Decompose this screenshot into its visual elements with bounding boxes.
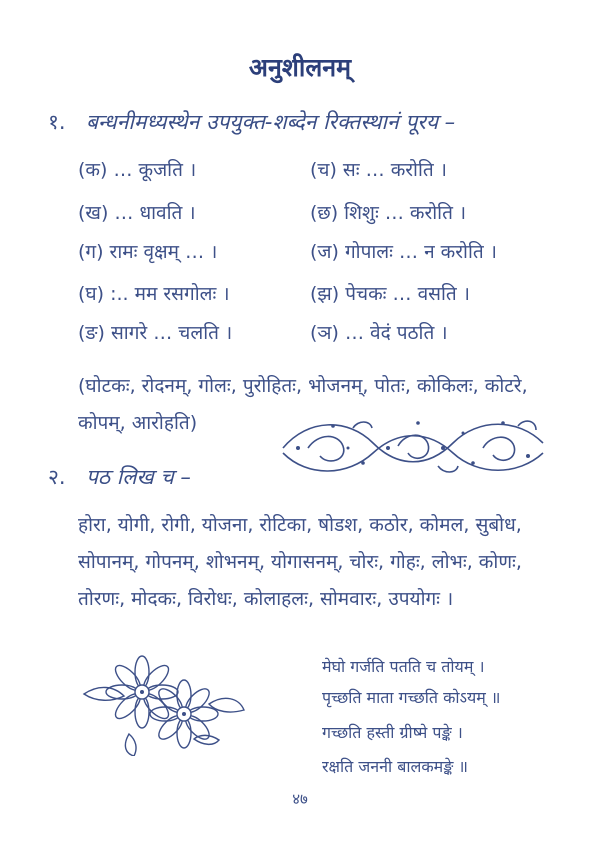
word-bank-options: (घोटकः, रोदनम्, गोलः, पुरोहितः, भोजनम्, पोतः, कोकिलः, कोटरे, कोपम्, आरोहति) — [78, 375, 528, 434]
fill-item-nga: (ङ) सागरे … चलति । — [78, 322, 233, 344]
question-2-instruction: पठ लिख च – — [86, 465, 191, 489]
fill-item-ka: (क) … कूजति । — [78, 159, 197, 181]
fill-item-chha: (छ) शिशुः … करोति । — [310, 202, 467, 224]
fill-item-nya: (ञ) … वेदं पठति । — [310, 322, 448, 344]
question-1-heading — [48, 108, 455, 136]
poem-line-3: गच्छति हस्ती ग्रीष्मे पङ्के । — [322, 723, 463, 742]
fill-item-jha: (झ) पेचकः … वसति । — [310, 283, 470, 305]
page-title: अनुशीलनम् — [248, 53, 352, 82]
question-1-number: १. — [48, 110, 66, 134]
page-number: ४७ — [292, 790, 308, 808]
reading-word-list: होरा, योगी, रोगी, योजना, रोटिका, षोडश, कठोर, कोमल, सुबोध, सोपानम्, गोपनम्, शोभनम्, योगासनम्, चोरः, गोहः, लोभः, कोणः, तोरणः, मोदकः, विरोधः, कोलाहलः, सोमवारः, उपयोगः । — [78, 514, 522, 610]
poem-line-4: रक्षति जननी बालकमङ्के ॥ — [322, 757, 469, 776]
question-2-number: २. — [48, 465, 66, 489]
fill-item-ga: (ग) रामः वृक्षम् … । — [78, 241, 218, 263]
fill-item-ja: (ज) गोपालः … न करोति । — [310, 241, 497, 263]
poem-line-1: मेघो गर्जति पतति च तोयम् । — [322, 657, 485, 676]
question-2-heading — [48, 463, 191, 491]
question-1-instruction: बन्धनीमध्यस्थेन उपयुक्त-शब्देन रिक्तस्थानं पूरय – — [86, 110, 456, 134]
paisley-ornament-icon — [278, 408, 548, 478]
fill-item-kha: (ख) … धावति । — [78, 202, 196, 224]
fill-item-cha: (च) सः … करोति । — [310, 159, 447, 181]
flowers-illustration-icon — [74, 654, 246, 756]
fill-item-gha: (घ) :.. मम रसगोलः । — [78, 283, 230, 305]
poem-line-2: पृच्छति माता गच्छति कोऽयम् ॥ — [322, 688, 501, 707]
